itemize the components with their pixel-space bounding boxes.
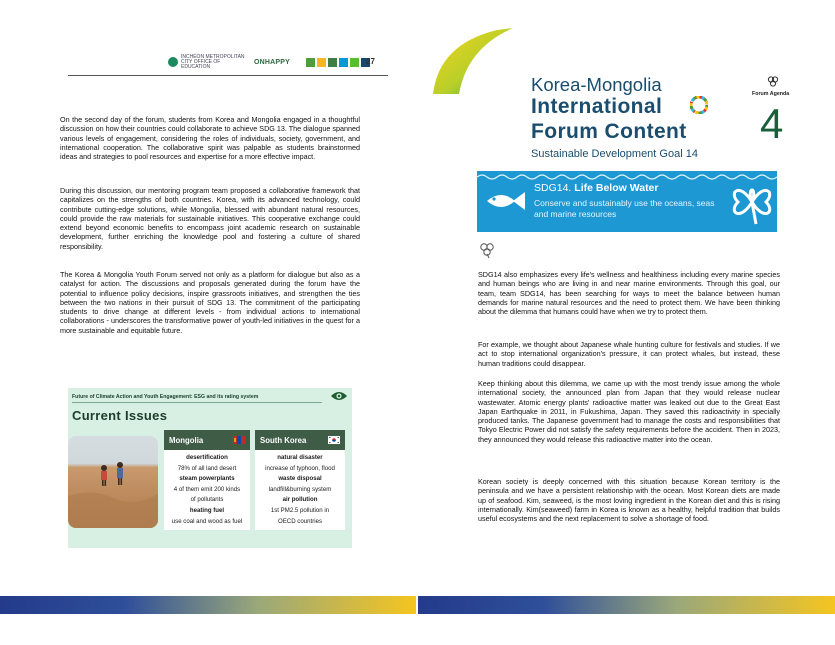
right-paragraph-2: For example, we thought about Japanese whale hunting culture for festivals and studies. If we act to stop international organization's pressure, it can protect whales, but instead, these human traditions could disappear. xyxy=(478,340,780,368)
mongolia-issue-line: desertification xyxy=(186,454,228,461)
korea-issue-line: natural disaster xyxy=(277,454,323,461)
mongolia-issue-line: steam powerplants xyxy=(179,475,235,483)
korea-issue-line: OECD countries xyxy=(277,517,323,525)
children-in-desert-illustration xyxy=(68,436,158,528)
subtitle: Sustainable Development Goal 14 xyxy=(531,148,698,160)
korea-card xyxy=(255,430,345,530)
sdg-icon-strip xyxy=(306,58,370,67)
clover-large-icon xyxy=(726,178,778,226)
title-line-2: International xyxy=(531,95,663,118)
sdg-icon xyxy=(339,58,348,67)
org-emblem-icon xyxy=(168,57,178,67)
sdg-wheel-icon xyxy=(690,96,708,114)
eye-icon xyxy=(330,390,348,402)
sdg-icon xyxy=(317,58,326,67)
fish-icon xyxy=(483,187,527,215)
banner-description: Conserve and sustainably use the oceans, seas and marine resources xyxy=(534,198,715,219)
issues-divider xyxy=(72,402,322,403)
title-line-1: Korea-Mongolia xyxy=(531,74,662,95)
header-logos xyxy=(168,55,370,69)
mongolia-issue-list xyxy=(164,450,250,527)
mongolia-title: Mongolia xyxy=(169,435,204,445)
issues-title: Current Issues xyxy=(72,408,168,423)
mongolia-issue-line: use coal and wood as fuel xyxy=(171,517,243,525)
onhappy-logo: ONHAPPY xyxy=(254,58,291,66)
clover-small-icon xyxy=(478,241,496,259)
mongolia-card-header xyxy=(164,430,250,450)
korea-issue-line: increase of typhoon, flood xyxy=(265,464,335,472)
korea-issue-line: landfill&burning system xyxy=(268,485,332,493)
sdg-icon xyxy=(306,58,315,67)
korea-flag-icon xyxy=(328,436,340,444)
sdg-icon xyxy=(350,58,359,67)
right-paragraph-1: SDG14 also emphasizes every life's wellness and healthiness including every marine species and human beings who are living in and near marine environments. Through this goal, our team, team SDG14, has been searching for ways to meet the balance between human demands for marine natural resources and the need to protect them. We have been thinking about the dilemma that humans could have when we try to protect them. xyxy=(478,270,780,317)
mongolia-issue-line: heating fuel xyxy=(189,506,225,514)
mongolia-issue-line: 78% of all land desert xyxy=(177,464,237,472)
header-divider xyxy=(68,75,388,76)
decorative-sun-arc xyxy=(433,28,513,94)
desert-photo xyxy=(68,436,158,528)
org-logo xyxy=(168,55,248,70)
banner-goal-name: Life Below Water xyxy=(574,182,659,194)
forum-agenda-number: 4 xyxy=(760,100,784,147)
issues-caption: Future of Climate Action and Youth Engagement: ESG and its rating system xyxy=(72,394,259,400)
mongolia-flag-icon xyxy=(233,436,245,444)
korea-issue-line: waste disposal xyxy=(278,475,322,483)
left-paragraph-1: On the second day of the forum, students from Korea and Mongolia engaged in a thoughtful discussion on how their countries could collaborate to achieve SDG 13. The dialogue spanned various levels of engagement, considering the roles of individuals, society, government, and international cooperation. The collaborative spirit was palpable as students brainstormed ideas and strategies to pool resources and expertise for a more effective impact. xyxy=(60,115,360,162)
banner-title xyxy=(534,182,659,194)
bottom-gradient-band-left xyxy=(0,596,416,614)
clover-icon xyxy=(766,75,780,89)
korea-issue-line: 1st PM2.5 pollution in xyxy=(270,506,330,514)
forum-agenda-label: Forum Agenda xyxy=(752,91,790,97)
title-line-3: Forum Content xyxy=(531,120,687,143)
banner-code: SDG14. xyxy=(534,182,572,194)
sdg-icon xyxy=(328,58,337,67)
mongolia-issue-line: 4 of them emit 200 kinds xyxy=(173,485,241,493)
org-name: INCHEON METROPOLITAN CITY OFFICE OF EDUCATION xyxy=(181,53,245,70)
korea-title: South Korea xyxy=(260,435,307,445)
korea-issue-line: air pollution xyxy=(282,496,318,504)
left-paragraph-3: The Korea & Mongolia Youth Forum served not only as a platform for dialogue but also as a catalyst for action. The discussions and proposals generated during the forum have the potential to influence policy decisions, inspire grassroots initiatives, and strengthen the ties between the two nations in their pursuit of SDG 13. The commitment of the participating students to drive change at different levels - from individual actions to international collaborations - underscores the transformative power of youth-led initiatives in the quest for a more sustainable and equitable future. xyxy=(60,270,360,335)
mongolia-issue-line: of pollutants xyxy=(190,496,224,504)
right-paragraph-4: Korean society is deeply concerned with this situation because Korean territory is the peninsula and we have a persistent relationship with the ocean. Most Korean diets are made up of seafood. Kim, seaweed, is the most loving ingredient in the Korean diet and this is rising internationally. Kim(seaweed) farm in Korea is known as a healthy, helpful tradition that builds useful ecosystems and the next replacement to solve a shortage of food. xyxy=(478,477,780,524)
mongolia-card xyxy=(164,430,250,530)
right-paragraph-3: Keep thinking about this dilemma, we came up with the most trendy issue among the whole international society, the announced plan from Japan that they would release nuclear wastewater. Atomic energy plants' radioactive matter was leaked out due to the Great East Japan Earthquake in 2011, in Fukushima, Japan. They saved this radioactivity in specially produced tanks. The Japanese government had to manage the costs and responsibilities that Tokyo Electric Power did not satisfy the safety requirements before the accident. Then in 2023, they announced they would release this radioactive matter into the ocean. xyxy=(478,379,780,444)
page-number: 27 xyxy=(366,57,375,66)
korea-card-header xyxy=(255,430,345,450)
korea-issue-list xyxy=(255,450,345,527)
bottom-gradient-band-right xyxy=(418,596,835,614)
left-paragraph-2: During this discussion, our mentoring program team proposed a collaborative framework that capitalizes on the strengths of both countries. Korea, with its advanced technology, could contribute cutting-edge solutions, while Mongolia, blessed with abundant natural resources, could provide the raw materials for sustainable initiatives. This cooperative exchange could extend beyond economic benefits to encompass joint academic research on sustainable development, further enriching the knowledge pool and fostering a culture of shared responsibility. xyxy=(60,186,360,251)
